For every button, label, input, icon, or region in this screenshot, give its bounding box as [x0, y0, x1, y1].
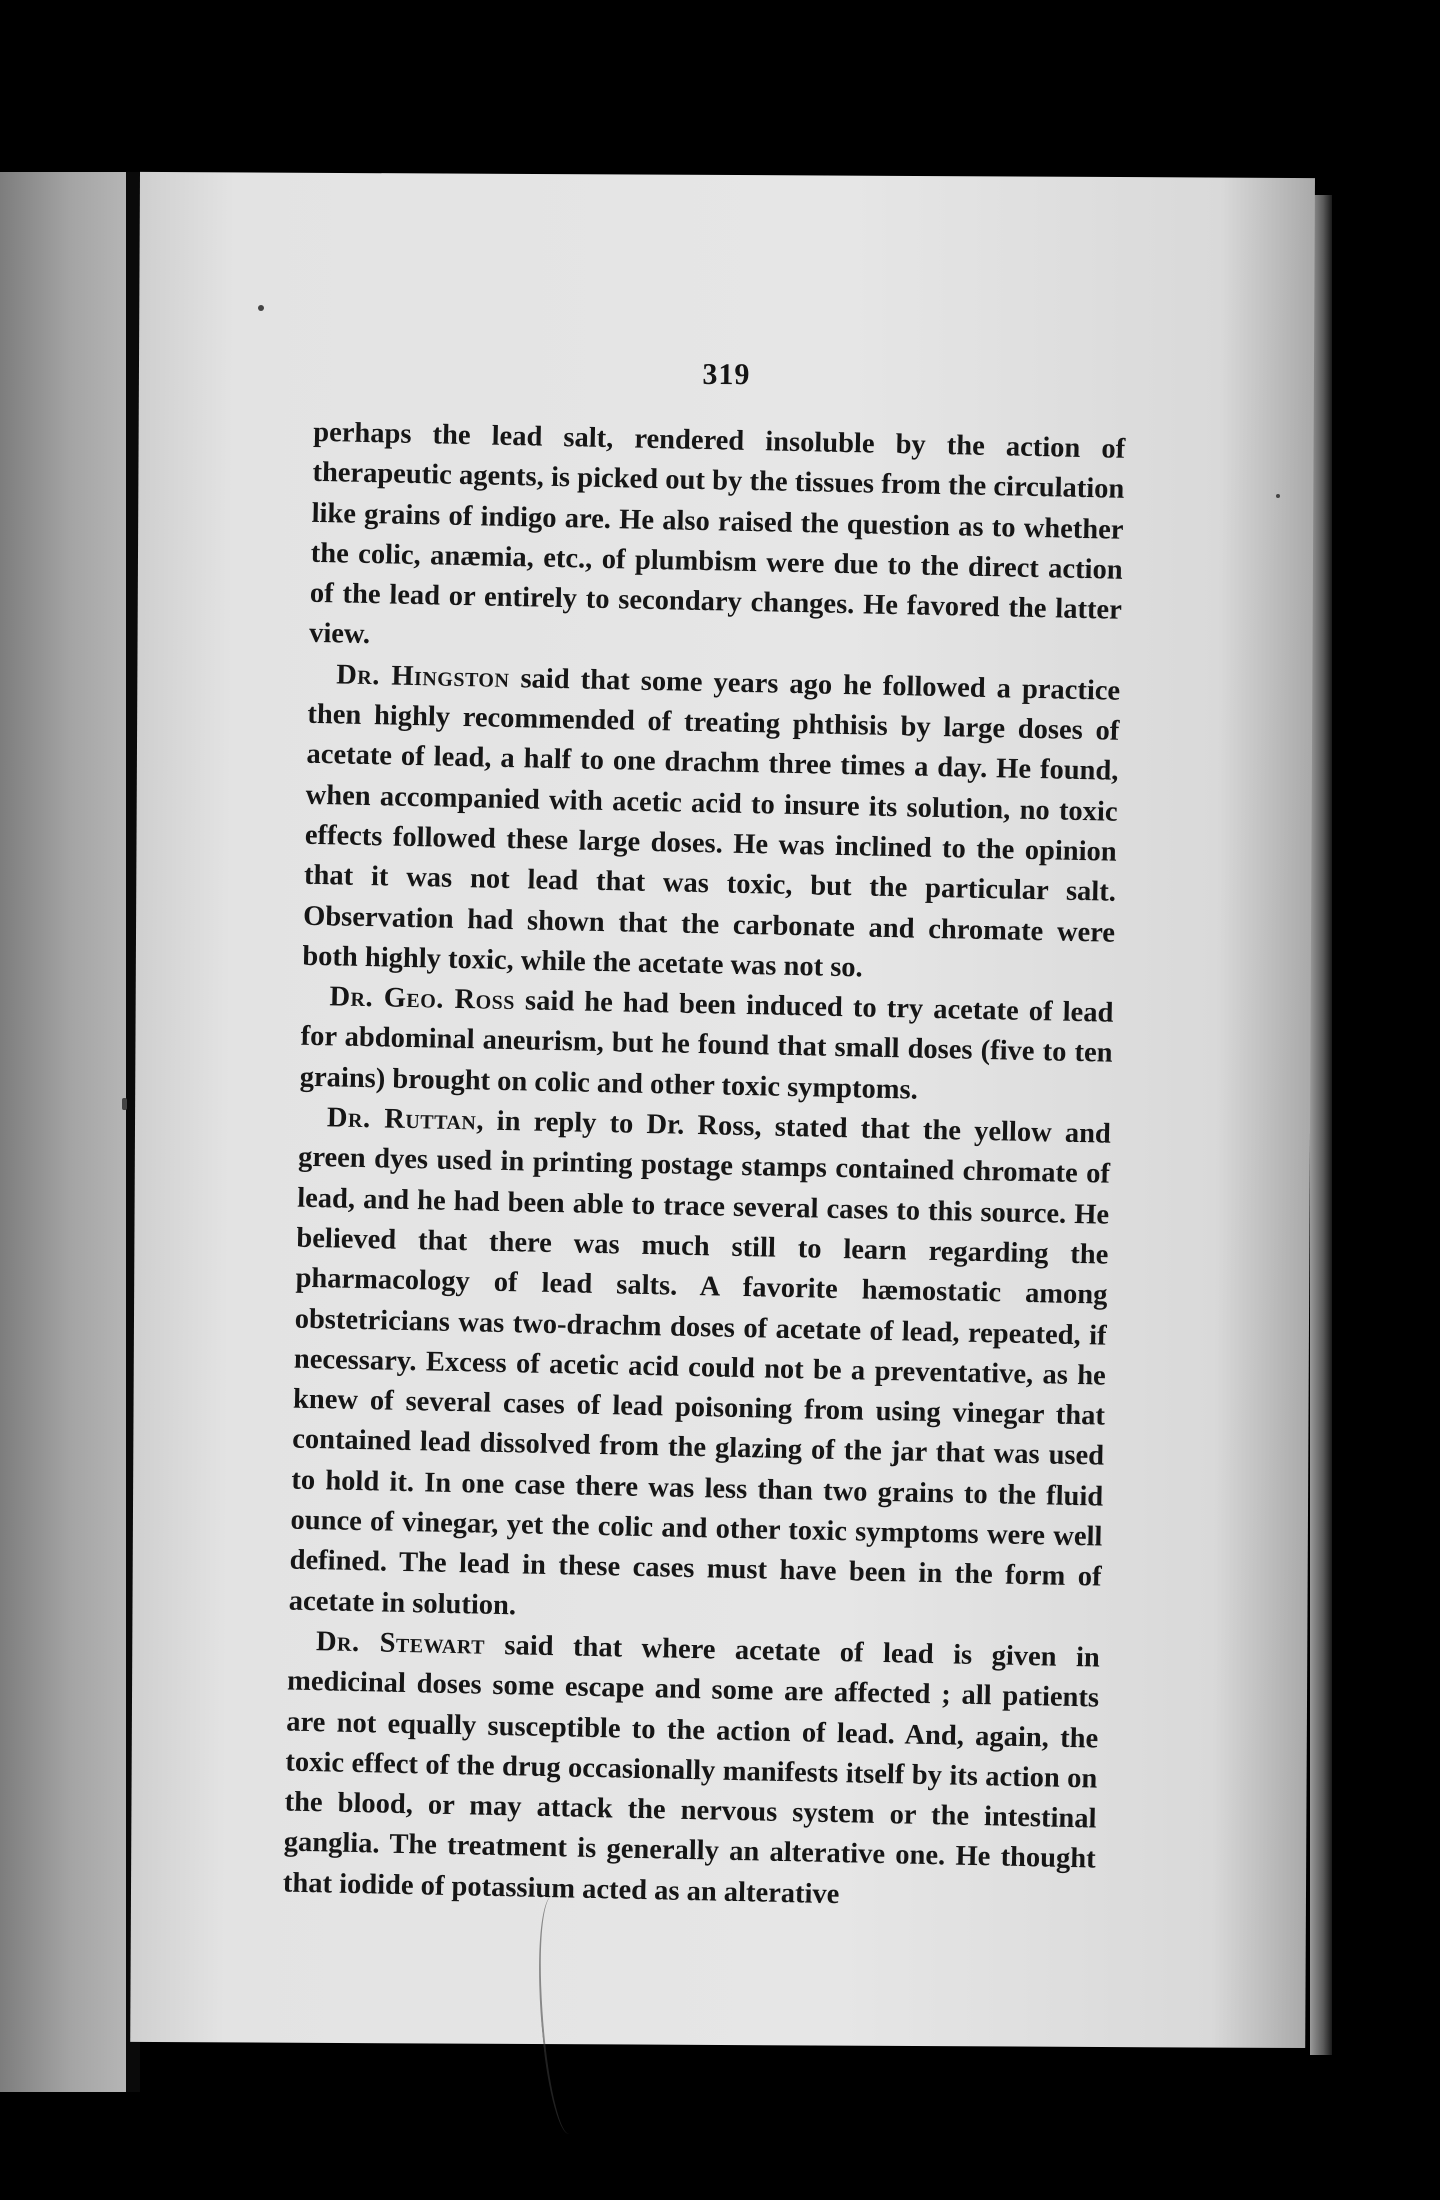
speaker-name: Dr. Hingston	[335, 659, 510, 694]
paragraph-ross	[299, 977, 1113, 1115]
paragraph-stewart	[283, 1621, 1101, 1920]
paragraph-text: said he had been induced to try acetate of lead for abdominal aneurism, but he found that small doses (five to ten grains) brought on colic and other toxic symptoms.	[299, 985, 1114, 1106]
speaker-name: Dr. Geo. Ross	[329, 981, 516, 1017]
paragraph-ruttan	[288, 1098, 1111, 1639]
dust-speck	[122, 1098, 127, 1110]
paragraph-text: perhaps the lead salt, rendered insoluble by the action of therapeutic agents, is picked out by the tissues from the circulation like grains of indigo are. He also raised the question as to whether the colic, anæmia, etc., of plumbism were due to the direct action of the lead or entirely to secondary changes. He favored the latter view.	[308, 416, 1126, 651]
dust-speck	[1276, 494, 1280, 498]
paragraph-text: , in reply to Dr. Ross, stated that the yellow and green dyes used in printing postage stamps contained chromate of lead, and he had been able to trace several cases to this source. He believed that there was much still to learn regarding the pharmacology of lead salts. A favorite hæmostatic among obstetricians was two-drachm doses of acetate of lead, repeated, if necessary. Excess of acetic acid could not be a preventative, as he knew of several cases of lead poisoning from using vinegar that contained lead dissolved from the glazing of the jar that was used to hold it. In one case there was less than two grains to the fluid ounce of vinegar, yet the colic and other toxic symptoms were well defined. The lead in these cases must have been in the form of acetate in solution.	[288, 1105, 1112, 1621]
paragraph-hingston	[302, 655, 1121, 994]
paragraph-text: said that where acetate of lead is given in medicinal doses some escape and some are affected ; all patients are not equally susceptible to the action of lead. And, again, the toxic effect of the drug occasionally manifests itself by its action on the blood, or may attack the nervous system or the intestinal ganglia. The treatment is generally an alterative one. He thought that iodide of potassium acted as an alterative	[282, 1629, 1101, 1910]
speaker-name: Dr. Ruttan	[326, 1102, 477, 1137]
previous-page-edge	[0, 172, 128, 2092]
book-page	[130, 172, 1315, 2048]
page-number: 319	[702, 357, 751, 392]
pencil-annotation-mark	[529, 1893, 595, 2136]
body-text	[283, 413, 1126, 1921]
speaker-name: Dr. Stewart	[315, 1626, 486, 1661]
dust-speck	[258, 305, 264, 311]
paragraph-text: said that some years ago he followed a practice then highly recommended of treating phthisis by large doses of acetate of lead, a half to one drachm three times a day. He found, when accompanied with acetic acid to insure its solution, no toxic effects followed these large doses. He was inclined to the opinion that it was not lead that was toxic, but the particular salt. Observation had shown that the carbonate and chromate were both highly toxic, while the acetate was not so.	[302, 662, 1121, 984]
paragraph-continuation	[309, 413, 1126, 672]
